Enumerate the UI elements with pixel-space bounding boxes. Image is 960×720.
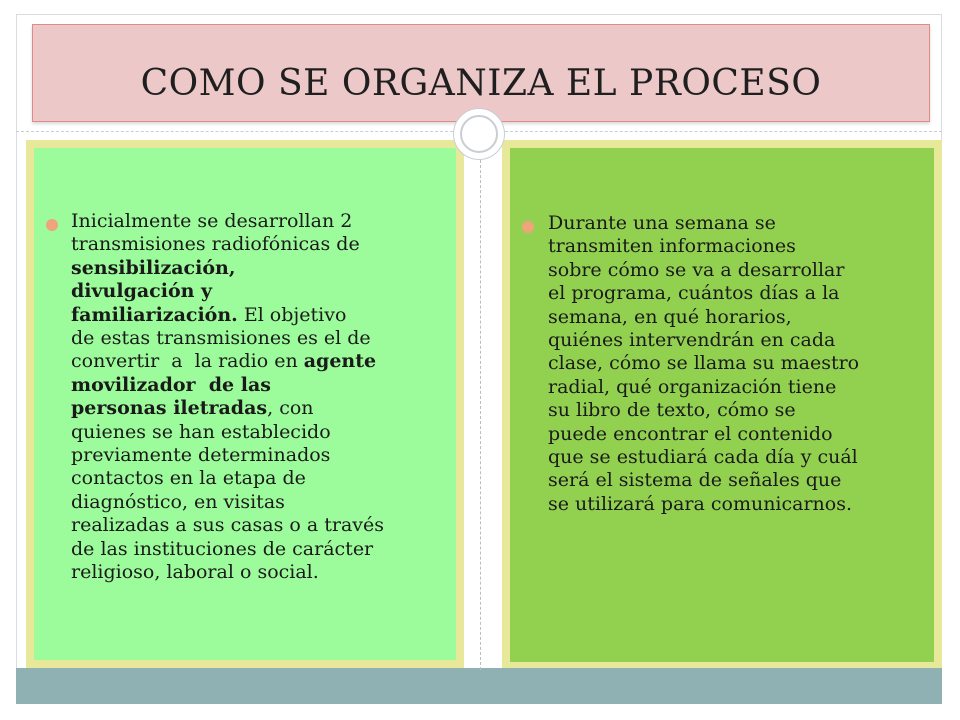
text-run: de las instituciones de carácter: [71, 537, 374, 560]
left-text-line: [71, 233, 455, 256]
right-text-line: Durante una semana se: [548, 212, 776, 234]
left-text-line: [71, 491, 455, 514]
right-text-line: puede encontrar el contenido: [548, 422, 833, 445]
right-text-line: semana, en qué horarios,: [548, 305, 792, 328]
right-text-line: clase, cómo se llama su maestro: [548, 352, 860, 375]
right-text-line: será el sistema de señales que: [548, 469, 842, 492]
text-run: de estas transmisiones es el de: [71, 327, 371, 350]
text-run: transmisiones radiofónicas de: [71, 233, 360, 256]
left-text-line: [71, 538, 455, 561]
left-text-line: [71, 210, 455, 233]
right-text-line: quiénes intervendrán en cada: [548, 329, 836, 352]
vertical-divider: [480, 150, 481, 670]
bold-run: agente: [303, 350, 377, 373]
left-text-line: [71, 257, 455, 280]
bold-run: familiarización.: [71, 303, 238, 326]
left-bullet: [46, 219, 58, 231]
left-text-line: [71, 467, 455, 490]
left-text-line: [71, 304, 455, 327]
left-paragraph: [71, 210, 455, 585]
left-text-line: [71, 374, 455, 397]
center-ornament-icon: [453, 108, 505, 160]
right-text-line: se utilizará para comunicarnos.: [548, 492, 853, 515]
text-run: , con: [267, 397, 314, 420]
right-paragraph: [548, 212, 932, 516]
left-text-line: [71, 280, 455, 303]
text-run: contactos en la etapa de: [71, 467, 306, 490]
text-run: convertir a la radio en: [71, 350, 304, 373]
bottom-band: [16, 668, 942, 704]
text-run: quienes se han establecido: [71, 420, 331, 443]
right-text-line: sobre cómo se va a desarrollar: [548, 258, 845, 281]
text-run: religioso, laboral o social.: [71, 561, 319, 584]
left-text-line: [71, 514, 455, 537]
right-text-line: que se estudiará cada día y cuál: [548, 446, 858, 469]
bold-run: personas iletradas: [71, 397, 268, 420]
left-text-line: [71, 561, 455, 584]
left-text-line: [71, 421, 455, 444]
slide-title: COMO SE ORGANIZA EL PROCESO: [140, 63, 822, 104]
right-content-panel: [510, 148, 934, 662]
left-text-line: [71, 327, 455, 350]
right-text-line: transmiten informaciones: [548, 235, 796, 258]
bold-run: divulgación y: [71, 280, 213, 303]
text-run: Inicialmente se desarrollan 2: [71, 210, 353, 232]
right-text-line: su libro de texto, cómo se: [548, 399, 796, 422]
ornament-inner-ring: [460, 115, 498, 153]
text-run: El objetivo: [237, 303, 347, 326]
text-run: realizadas a sus casas o a través: [71, 514, 385, 537]
text-run: diagnóstico, en visitas: [71, 490, 285, 513]
bold-run: sensibilización,: [71, 256, 236, 279]
left-text-line: [71, 397, 455, 420]
right-text-line: radial, qué organización tiene: [548, 375, 837, 398]
left-text-line: [71, 350, 455, 373]
bold-run: movilizador de las: [71, 373, 271, 396]
left-content-panel: [34, 148, 456, 660]
right-bullet: [522, 221, 534, 233]
right-text-line: el programa, cuántos días a la: [548, 282, 840, 305]
text-run: previamente determinados: [71, 444, 331, 467]
left-text-line: [71, 444, 455, 467]
